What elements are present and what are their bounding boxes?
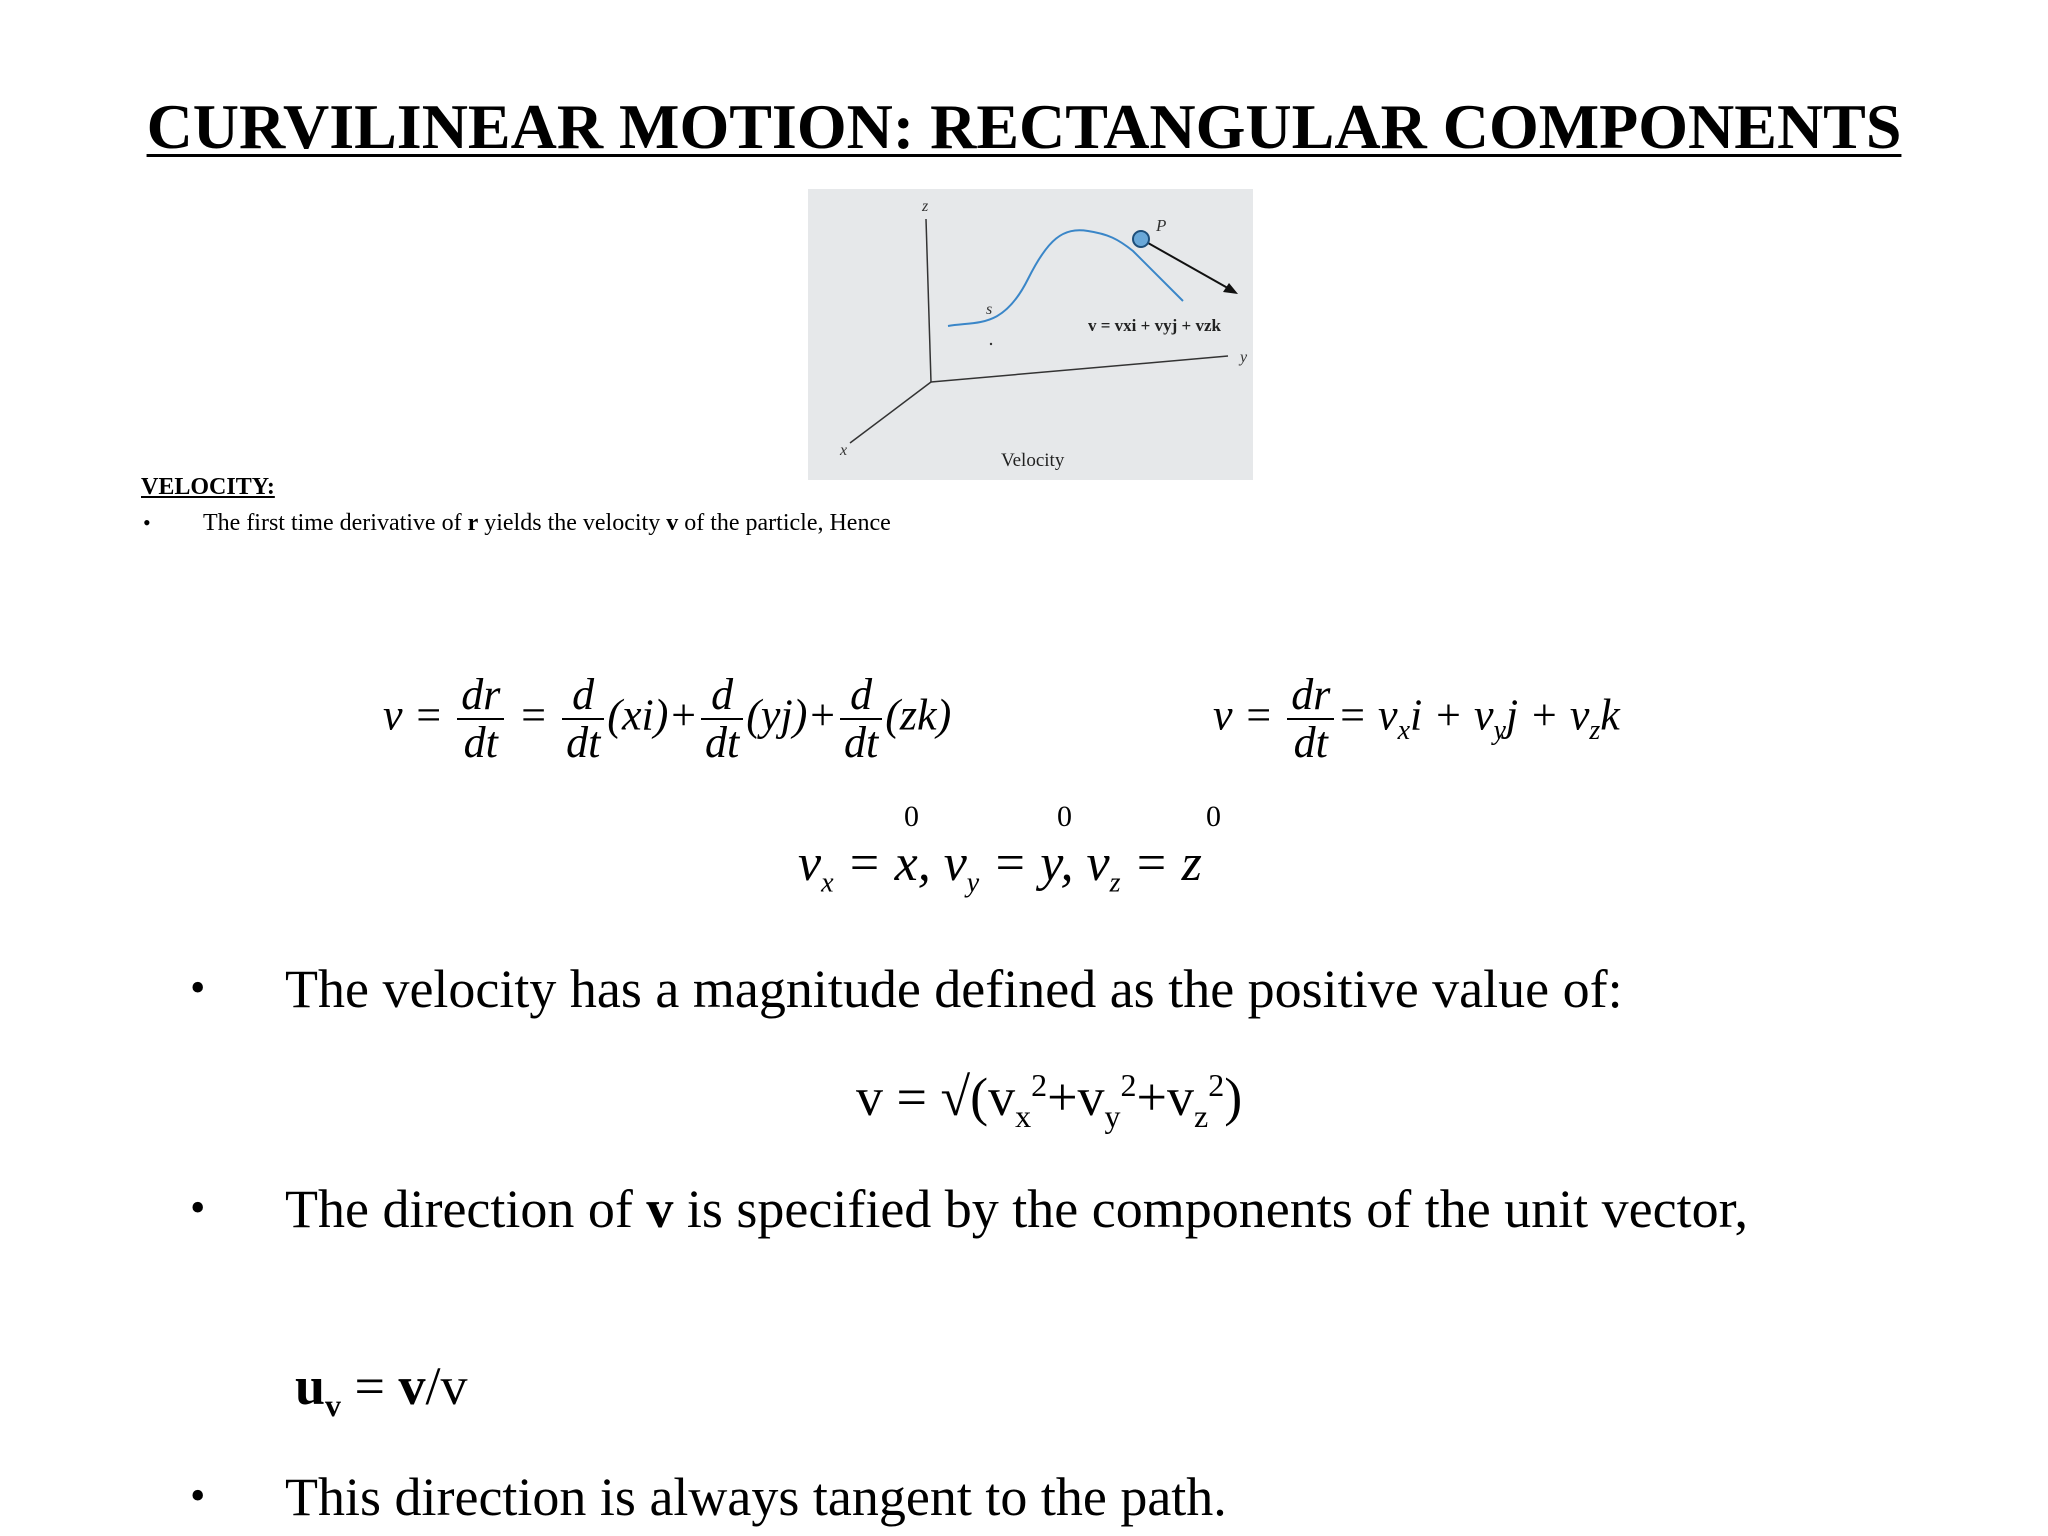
mag-sq-x: 2 (1031, 1067, 1048, 1103)
intro-text-2: yields the velocity (478, 510, 667, 536)
mag-lead: v = √(v (856, 1067, 1016, 1127)
eq2-num: dr (1287, 672, 1334, 720)
eq1-frac-dr-dt (457, 672, 504, 766)
direction-pre: The direction of (285, 1179, 647, 1239)
velocity-heading: VELOCITY: (141, 474, 275, 500)
direction-v: v (646, 1179, 674, 1239)
page-title: CURVILINEAR MOTION: RECTANGULAR COMPONENTS (146, 91, 1902, 162)
mag-plus-2: +v (1136, 1067, 1195, 1127)
label-p: P (1156, 216, 1167, 235)
bullet-marker-2: • (190, 1183, 206, 1232)
direction-bullet-text (285, 1178, 1748, 1240)
eq1-lhs: v = (383, 690, 444, 740)
unit-rest: /v (425, 1356, 468, 1416)
eq2-rhs: = v (1337, 690, 1398, 740)
eq2-lhs: v = (1213, 690, 1274, 740)
eq3-v1: v (798, 835, 822, 892)
eq1-frac-d-dt-3 (840, 672, 882, 766)
figure-caption: Velocity (1001, 450, 1065, 471)
unit-u: u (295, 1356, 326, 1416)
eq1-term-zk: (zk) (885, 690, 952, 740)
velocity-components-equation (1213, 672, 1620, 766)
eq2-den: dt (1293, 718, 1328, 768)
unit-sub-v: v (325, 1386, 342, 1423)
eq1-term-yj: (yj)+ (746, 690, 838, 740)
velocity-arrow (1141, 239, 1233, 291)
unit-vector-equation (295, 1355, 468, 1424)
eq1-d3: d (840, 672, 882, 720)
eq3-sub-y: y (966, 867, 980, 899)
velocity-intro (203, 510, 891, 537)
label-z: z (922, 198, 929, 215)
eq1-equals: = (518, 690, 549, 740)
eq1-den: dt (463, 718, 498, 768)
eq1-dt1: dt (566, 718, 601, 768)
mag-sub-y: y (1104, 1097, 1121, 1134)
eq3-mid3: = z (1120, 835, 1202, 892)
tangent-bullet-text: This direction is always tangent to the path. (285, 1467, 1227, 1527)
unit-v-bold: v (398, 1356, 426, 1416)
eq3-mid1: = x, v (833, 835, 967, 892)
magnitude-bullet-text: The velocity has a magnitude defined as the positive value of: (285, 959, 1623, 1019)
intro-v: v (666, 510, 679, 536)
direction-post: is specified by the components of the unit vector, (673, 1179, 1748, 1239)
eq1-d1: d (562, 672, 604, 720)
velocity-diagram (808, 189, 1253, 480)
eq2-i: i + v (1410, 690, 1494, 740)
vector-label: v = vxi + vyj + vzk (1088, 316, 1221, 335)
eq2-sub-z: z (1589, 715, 1601, 747)
x-axis (850, 382, 931, 443)
eq2-sub-y: y (1493, 715, 1506, 747)
intro-text-1: The first time derivative of (203, 510, 468, 536)
eq1-dt2: dt (705, 718, 740, 768)
velocity-derivative-equation (383, 672, 951, 766)
bullet-marker-1: • (190, 963, 206, 1012)
eq3-dot-marker-1: 0 (904, 800, 919, 833)
eq2-sub-x: x (1397, 715, 1411, 747)
particle-p (1133, 231, 1149, 247)
y-axis (931, 356, 1228, 382)
eq1-frac-d-dt-1 (562, 672, 604, 766)
intro-r: r (467, 510, 479, 536)
label-y: y (1240, 349, 1248, 366)
z-axis (926, 219, 931, 382)
eq1-dt3: dt (844, 718, 879, 768)
mag-close: ) (1224, 1067, 1243, 1127)
mag-sq-y: 2 (1120, 1067, 1137, 1103)
mag-sub-z: z (1194, 1097, 1209, 1134)
arrow-head (1223, 283, 1238, 294)
bullet-marker: • (143, 510, 151, 535)
scalar-velocity-components (798, 834, 1202, 899)
velocity-figure (808, 189, 1253, 480)
mag-sq-z: 2 (1208, 1067, 1225, 1103)
eq3-dot-marker-3: 0 (1206, 800, 1221, 833)
eq1-term-xi: (xi)+ (607, 690, 699, 740)
unit-eq: = (341, 1356, 399, 1416)
eq3-sub-z: z (1109, 867, 1121, 899)
label-s: s (986, 301, 993, 318)
eq3-mid2: = y, v (979, 835, 1110, 892)
eq2-frac-dr-dt (1287, 672, 1334, 766)
eq3-sub-x: x (821, 867, 834, 899)
bullet-marker-3: • (190, 1471, 206, 1520)
mag-sub-x: x (1015, 1097, 1032, 1134)
eq1-d2: d (701, 672, 743, 720)
origin-dot (990, 343, 992, 345)
eq1-frac-d-dt-2 (701, 672, 743, 766)
mag-plus-1: +v (1047, 1067, 1105, 1127)
intro-text-3: of the particle, Hence (678, 510, 891, 536)
eq2-j: j + v (1505, 690, 1590, 740)
label-x: x (840, 442, 848, 459)
eq3-dot-marker-2: 0 (1057, 800, 1072, 833)
magnitude-equation (856, 1066, 1242, 1135)
eq1-num: dr (457, 672, 504, 720)
eq2-k: k (1600, 690, 1620, 740)
